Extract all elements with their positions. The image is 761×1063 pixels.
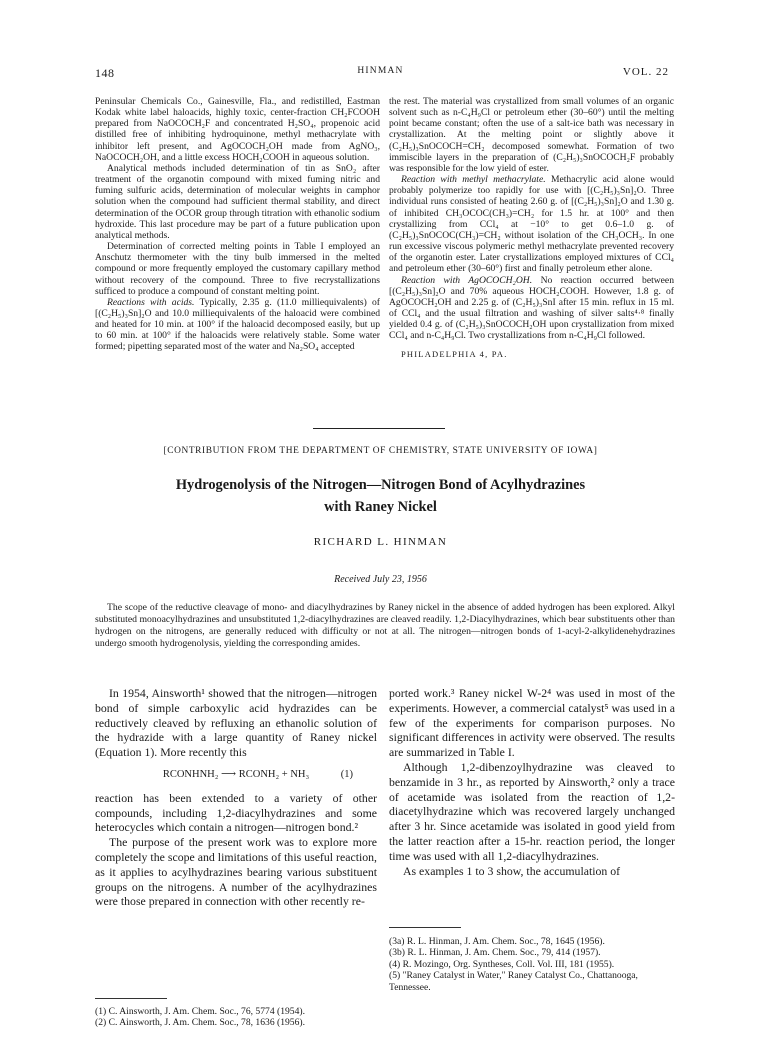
volume-label: VOL. 22 bbox=[622, 66, 669, 78]
paragraph: Analytical methods included determination of tin as SnO₂ after treatment of the organotin compound with mixed fuming nitric and fuming sulfuric acids, determination of molecular weights in camphor solution when the compound had sufficient thermal stability, and direct determination of the OCOR group through titration with ethanolic sodium hydroxide. This last procedure may be part of a future publication upon analytical methods. bbox=[95, 162, 380, 241]
paragraph bbox=[389, 275, 674, 342]
paragraph-text: No reaction occurred between [(C₂H₅)₃Sn]₂O and 70% aqueous HOCH₂COOH. However, 1.8 g. of AgOCOCH₂OH and 2.25 g. of (C₂H₅)₃SnI after 15 min. reflux in 15 ml. of CCl₄ and the usual filtration and washing of silver salts⁴·⁸ finally yielded 0.4 g. of (C₂H₅)₃SnOCOCH₂OH upon crystallization from mixed CCl₄ and n-C₄H₉Cl. Two crystallizations from n-C₄H₉Cl followed. bbox=[389, 274, 674, 342]
paragraph-text: Methacrylic acid alone would probably polymerize too rapidly for use with [(C₂H₅)₃Sn]₂O. Three individual runs consisted of heating 2.60 g. of [(C₂H₅)₃Sn]₂O and 1.30 g. of inhibited CH₃OCOC(CH₃)=CH₂ for 1.5 hr. at 100° and then crystallizing from CCl₄ at −10° to get 0.6–1.0 g. of (C₂H₅)₃SnOCOC(CH₃)=CH₂ without isolation of the CH₃OCH₃. In one run excessive viscous polymeric methyl methacrylate prevented recovery of the organotin ester. Later crystallizations employed mixtures of CCl₄ and petroleum ether (30–60°) first and finally petroleum ether alone. bbox=[389, 174, 674, 275]
location-signoff: PHILADELPHIA 4, PA. bbox=[401, 349, 508, 360]
equation-text: RCONHNH₂ ⟶ RCONH₂ + NH₃ bbox=[162, 768, 310, 780]
run-in-heading: Reactions with acids. bbox=[107, 296, 195, 308]
abstract-text: The scope of the reductive cleavage of mono- and diacylhydrazines by Raney nickel in the absence of added hydrogen has been explored. Alkyl substituted monoacylhydrazines and unsubstituted 1,2-diacylhydrazines are cleaved readily. 1,2-Diacylhydrazines, which bear substituents other than hydrogen on the nitrogens, are generally reduced with difficulty or not at all. The nitrogen—nitrogen bonds of 1-acyl-2-alkylidenehydrazines undergo smooth hydrogenolysis, yielding the corresponding amides. bbox=[95, 602, 675, 649]
equation bbox=[95, 768, 377, 783]
paragraph: ported work.³ Raney nickel W-2⁴ was used in most of the experiments. However, a commercial catalyst⁵ was used in a few of the experiments for comparison purposes. No significant differences in activity were observed. The results are summarized in Table I. bbox=[389, 686, 675, 760]
footnote: (4) R. Mozingo, Org. Syntheses, Coll. Vol. III, 181 (1955). bbox=[389, 958, 615, 970]
running-head: HINMAN bbox=[357, 66, 404, 76]
previous-article-left-column bbox=[95, 96, 380, 353]
body-right-column bbox=[389, 686, 675, 878]
footnote: (3a) R. L. Hinman, J. Am. Chem. Soc., 78, 1645 (1956). bbox=[389, 936, 605, 947]
title-line: Hydrogenolysis of the Nitrogen—Nitrogen Bond of Acylhydrazines bbox=[175, 477, 586, 493]
body-left-column bbox=[95, 686, 377, 909]
title-line: with Raney Nickel bbox=[324, 499, 437, 515]
paragraph bbox=[389, 174, 674, 274]
footnote: (5) "Raney Catalyst in Water," Raney Catalyst Co., Chattanooga, Tennessee. bbox=[389, 970, 638, 993]
paragraph: Although 1,2-dibenzoylhydrazine was cleaved to benzamide in 3 hr., as reported by Ainsworth,² only a trace of acetamide was isolated from the reaction of 1,2-diacetylhydrazine which was recovered largely unchanged after 3 hr. Since acetamide was isolated in good yield from the latter reaction after a 15-hr. reaction period, the longer time was used with all 1,2-diacylhydrazines. bbox=[389, 759, 675, 863]
paragraph: Peninsular Chemicals Co., Gainesville, Fla., and redistilled, Eastman Kodak white label haloacids, highly toxic, center-fraction CH₂FCOOH prepared from NaOCOCH₂F and concentrated H₂SO₄, propenoic acid distilled free of inhibiting hydroquinone, methyl methacrylate with inhibitor left present, and AgOCOCH₂OH made from AgNO₃, NaOCOCH₂OH, and a little excess HOCH₂COOH in aqueous solution. bbox=[95, 96, 380, 163]
paragraph: reaction has been extended to a variety of other compounds, including 1,2-diacylhydrazines and some heterocycles which contain a nitrogen—nitrogen bond.² bbox=[95, 790, 377, 835]
paragraph-text: Typically, 2.35 g. (11.0 milliequivalents) of [(C₂H₅)₃Sn]₂O and 10.0 milliequivalents of the haloacid were combined and heated for 10 min. at 100° if the haloacid decomposed easily, but up to 60 min. at 100° if the haloacids were relatively stable. Some water formed; pipetting separated most of the water and Na₂SO₄ accepted bbox=[95, 296, 381, 353]
footnote-rule bbox=[95, 998, 167, 999]
equation-number: (1) bbox=[340, 768, 353, 780]
paragraph bbox=[95, 297, 380, 353]
abstract bbox=[95, 602, 675, 650]
footnote: (2) C. Ainsworth, J. Am. Chem. Soc., 78, 1636 (1956). bbox=[95, 1017, 305, 1029]
run-in-heading: Reaction with methyl methacrylate. bbox=[401, 174, 546, 186]
paragraph: the rest. The material was crystallized from small volumes of an organic solvent such as n-C₄H₉Cl or petroleum ether (30–60°) until the melting point became constant; often the use of a salt-ice bath was necessary in crystallization. At the melting point or slightly above it (C₂H₅)₃SnOCOCH=CH₂ decomposed somewhat. Formation of two immiscible layers in the preparation of (C₂H₅)₃SnOCOCH₂F probably was responsible for the low yield of ester. bbox=[389, 96, 674, 174]
footnote-rule bbox=[389, 927, 461, 928]
footnote: (3b) R. L. Hinman, J. Am. Chem. Soc., 79, 414 (1957). bbox=[389, 947, 601, 959]
article-title bbox=[0, 474, 761, 518]
paragraph: The purpose of the present work was to explore more completely the scope and limitations of this useful reaction, as it applies to acylhydrazines bearing various substituent groups on the nitrogens. A number of the acylhydrazines were those prepared in connection with other recently re- bbox=[95, 835, 377, 909]
previous-article-right-column bbox=[389, 96, 674, 361]
contribution-line: [CONTRIBUTION FROM THE DEPARTMENT OF CHEMISTRY, STATE UNIVERSITY OF IOWA] bbox=[163, 446, 598, 456]
footnotes-left bbox=[95, 1006, 380, 1029]
paragraph: As examples 1 to 3 show, the accumulation of bbox=[403, 863, 621, 878]
received-date: Received July 23, 1956 bbox=[334, 574, 427, 585]
author-name: RICHARD L. HINMAN bbox=[313, 536, 448, 548]
footnote: (1) C. Ainsworth, J. Am. Chem. Soc., 76, 5774 (1954). bbox=[95, 1006, 305, 1017]
paragraph: In 1954, Ainsworth¹ showed that the nitrogen—nitrogen bond of simple carboxylic acid hydrazides can be reductively cleaved by refluxing an ethanolic solution of the hydrazide with a large quantity of Raney nickel (Equation 1). More recently this bbox=[95, 686, 377, 760]
run-in-heading: Reaction with AgOCOCH₂OH. bbox=[401, 274, 533, 286]
section-divider bbox=[313, 428, 445, 429]
page-number: 148 bbox=[95, 66, 115, 80]
footnotes-right bbox=[389, 936, 675, 993]
paragraph: Determination of corrected melting points in Table I employed an Anschutz thermometer with the tiny bulb immersed in the melted compound or more frequently employed the customary capillary method without recovery of the compound. Three to five recrystallizations sufficed to produce a compound of constant melting point. bbox=[95, 241, 380, 297]
